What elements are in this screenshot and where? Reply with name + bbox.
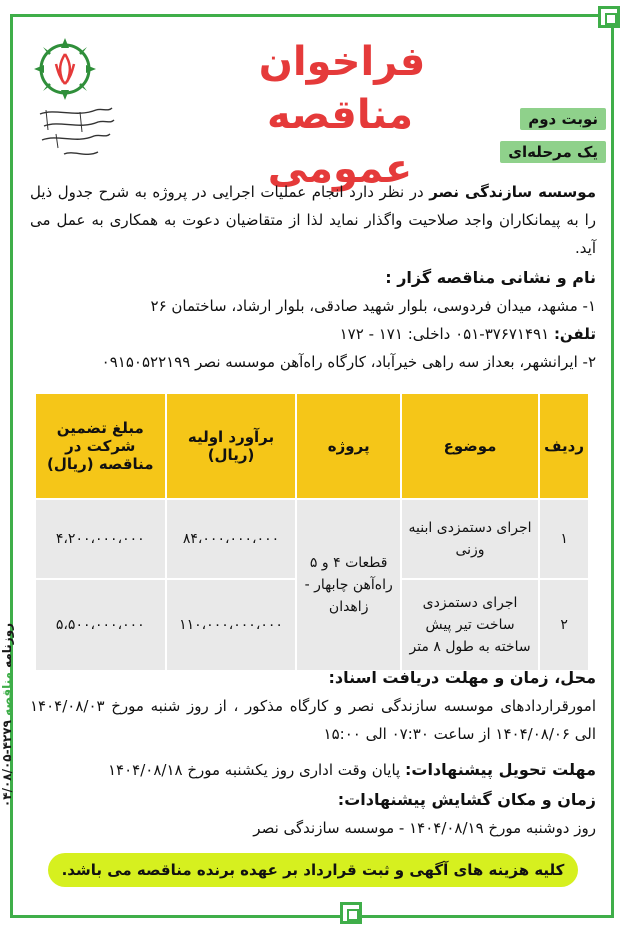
cell-guarantee: ۴،۲۰۰،۰۰۰،۰۰۰ [35, 499, 166, 579]
cell-guarantee: ۵،۵۰۰،۰۰۰،۰۰۰ [35, 579, 166, 671]
header-estimate: برآورد اولیه (ریال) [166, 393, 297, 499]
documents-text: امورقراردادهای موسسه سازندگی نصر و کارگاه مذکور ، از روز شنبه مورخ ۱۴۰۴/۰۸/۰۳ الی ۱۴۰۴/۰۸/۰۶ از ساعت ۰۷:۳۰ الی ۱۵:۰۰ [30, 697, 596, 743]
intro-paragraph [30, 178, 596, 262]
header-row-number: ردیف [539, 393, 589, 499]
opening-heading: زمان و مکان گشایش پیشنهادات: [337, 790, 596, 809]
phone-label: تلفن: [553, 325, 596, 343]
frame-corner-ornament [340, 902, 362, 924]
org-logo [30, 34, 100, 104]
round-badge: نوبت دوم [520, 108, 606, 130]
header-subject: موضوع [401, 393, 539, 499]
deadline-label: مهلت تحویل پیشنهادات: [404, 760, 596, 779]
intro-text: در نظر دارد انجام عملیات اجرایی در پروژه به شرح جدول ذیل را به پیمانکاران واجد صلاحیت واگذار نماید لذا از متقاضیان دعوت به همکاری به عمل می آید. [30, 183, 596, 257]
opening-section [30, 786, 596, 842]
newspaper-side-label [0, 555, 16, 875]
cell-subject: اجرای دستمزدی ابنیه وزنی [401, 499, 539, 579]
header-guarantee: مبلغ تضمین شرکت در مناقصه (ریال) [35, 393, 166, 499]
cell-subject: اجرای دستمزدی ساخت تیر پیش ساخته به طول ۸ متر [401, 579, 539, 671]
deadline-text: پایان وقت اداری روز یکشنبه مورخ ۱۴۰۴/۰۸/۱۸ [108, 761, 405, 779]
frame-corner-ornament [598, 6, 620, 28]
address-heading: نام و نشانی مناقصه گزار : [385, 268, 596, 287]
side-label-issue: ۴۲۷۹-۰۴/۰۸/۰۵ [0, 715, 14, 808]
org-signature [36, 104, 116, 168]
documents-heading: محل، زمان و مهلت دریافت اسناد: [328, 668, 596, 687]
tender-table [34, 392, 590, 672]
table-row [35, 499, 589, 579]
header-project: پروژه [296, 393, 400, 499]
side-label-brand: مناقصه [0, 672, 14, 716]
cell-row-number: ۱ [539, 499, 589, 579]
notice-title-line2: مناقصه عمومی [267, 92, 413, 192]
documents-section [30, 664, 596, 748]
organizer-name: موسسه سازندگی نصر [429, 183, 596, 201]
notice-title-line1: فراخوان [258, 39, 426, 85]
stage-badge: یک مرحله‌ای [500, 141, 606, 163]
phone-numbers: ۳۷۶۷۱۴۹۱-۰۵۱ داخلی: ۱۷۱ - ۱۷۲ [339, 325, 554, 343]
cost-note-banner: کلیه هزینه های آگهی و ثبت قرارداد بر عهده برنده مناقصه می باشد. [48, 853, 578, 887]
cell-project: قطعات ۴ و ۵ راه‌آهن چابهار - زاهدان [296, 499, 400, 671]
address-line-1: ۱- مشهد، میدان فردوسی، بلوار شهید صادقی، بلوار ارشاد، ساختمان ۲۶ [150, 297, 596, 315]
cell-estimate: ۸۴،۰۰۰،۰۰۰،۰۰۰ [166, 499, 297, 579]
opening-text: روز دوشنبه مورخ ۱۴۰۴/۰۸/۱۹ - موسسه سازندگی نصر [253, 819, 596, 837]
side-label-prefix: روزنامه [0, 622, 14, 673]
address-section [30, 264, 596, 376]
cell-estimate: ۱۱۰،۰۰۰،۰۰۰،۰۰۰ [166, 579, 297, 671]
deadline-section [30, 756, 596, 784]
address-line-2: ۲- ایرانشهر، بعداز سه راهی خیرآباد، کارگاه راه‌آهن موسسه نصر ۰۹۱۵۰۵۲۲۱۹۹ [101, 353, 596, 371]
cell-row-number: ۲ [539, 579, 589, 671]
